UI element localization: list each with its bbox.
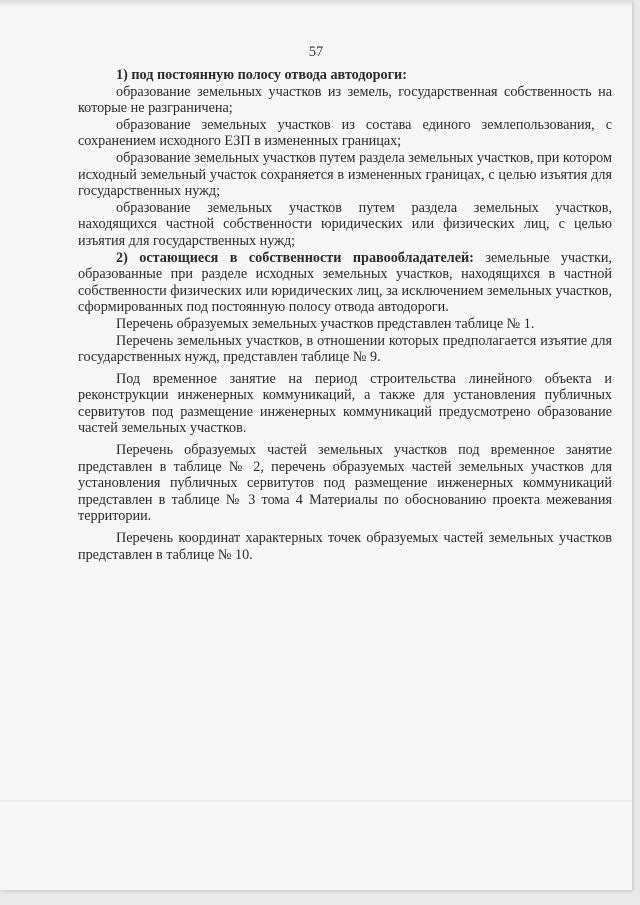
paragraph xyxy=(78,117,612,150)
page-number: 57 xyxy=(308,44,324,60)
paragraph xyxy=(78,371,612,437)
paragraph xyxy=(78,84,612,117)
scan-edge-bottom xyxy=(0,800,632,802)
paragraph-text: образование земельных участков путем раздела земельных участков, находящихся частной собственности юридических или физических лиц, с целью изъятия для государственных нужд; xyxy=(78,199,612,249)
paragraph xyxy=(78,530,612,563)
paragraph-text: Перечень образуемых земельных участков представлен таблице № 1. xyxy=(116,315,535,332)
paragraph-heading-1 xyxy=(78,67,612,84)
paragraph-text: Перечень координат характерных точек образуемых частей земельных участков представлен в таблице № 10. xyxy=(78,530,612,563)
paragraph xyxy=(78,442,612,525)
paragraph-text: Перечень земельных участков, в отношении которых предполагается изъятие для государственных нужд, представлен таблице № 9. xyxy=(78,332,612,366)
paragraph-text: образование земельных участков из состава единого землепользования, с сохранением исходного ЕЗП в измененных границах; xyxy=(78,116,612,150)
paragraph-text: Перечень образуемых частей земельных участков под временное занятие представлен в таблице № 2, перечень образуемых частей земельных участков для установления публичных сервитутов под размещение инженерных коммуникаций представлен в таблице № 3 тома 4 Материалы по обоснованию проекта межевания территории. xyxy=(78,442,612,525)
paragraph xyxy=(78,200,612,250)
paragraph-heading-2 xyxy=(78,250,612,316)
paragraph xyxy=(78,150,612,200)
paragraph-bold: 1) под постоянную полосу отвода автодороги: xyxy=(116,67,407,83)
paragraph-text: образование земельных участков из земель, государственная собственность на которые не разграничена; xyxy=(78,83,612,117)
paragraph-text: Под временное занятие на период строительства линейного объекта и реконструкции инженерных коммуникаций, а также для установления публичных сервитутов под размещение инженерных коммуникаций предусмотрено образование частей земельных участков. xyxy=(78,370,612,437)
paragraph-text: земельные участки, образованные при разделе исходных земельных участков, находящихся в частной собственности физических или юридических лиц, за исключением земельных участков, сформированных под постоянную полосу отвода автодороги. xyxy=(78,249,612,316)
paragraph xyxy=(78,316,612,333)
paragraph xyxy=(78,333,612,366)
document-body xyxy=(78,67,612,563)
paragraph-text: образование земельных участков путем раздела земельных участков, при котором исходный земельный участок сохраняется в измененных границах, с целью изъятия для государственных нужд; xyxy=(78,149,612,200)
scan-edge-top xyxy=(0,0,632,8)
paragraph-bold: 2) остающиеся в собственности правообладателей: xyxy=(116,249,474,266)
